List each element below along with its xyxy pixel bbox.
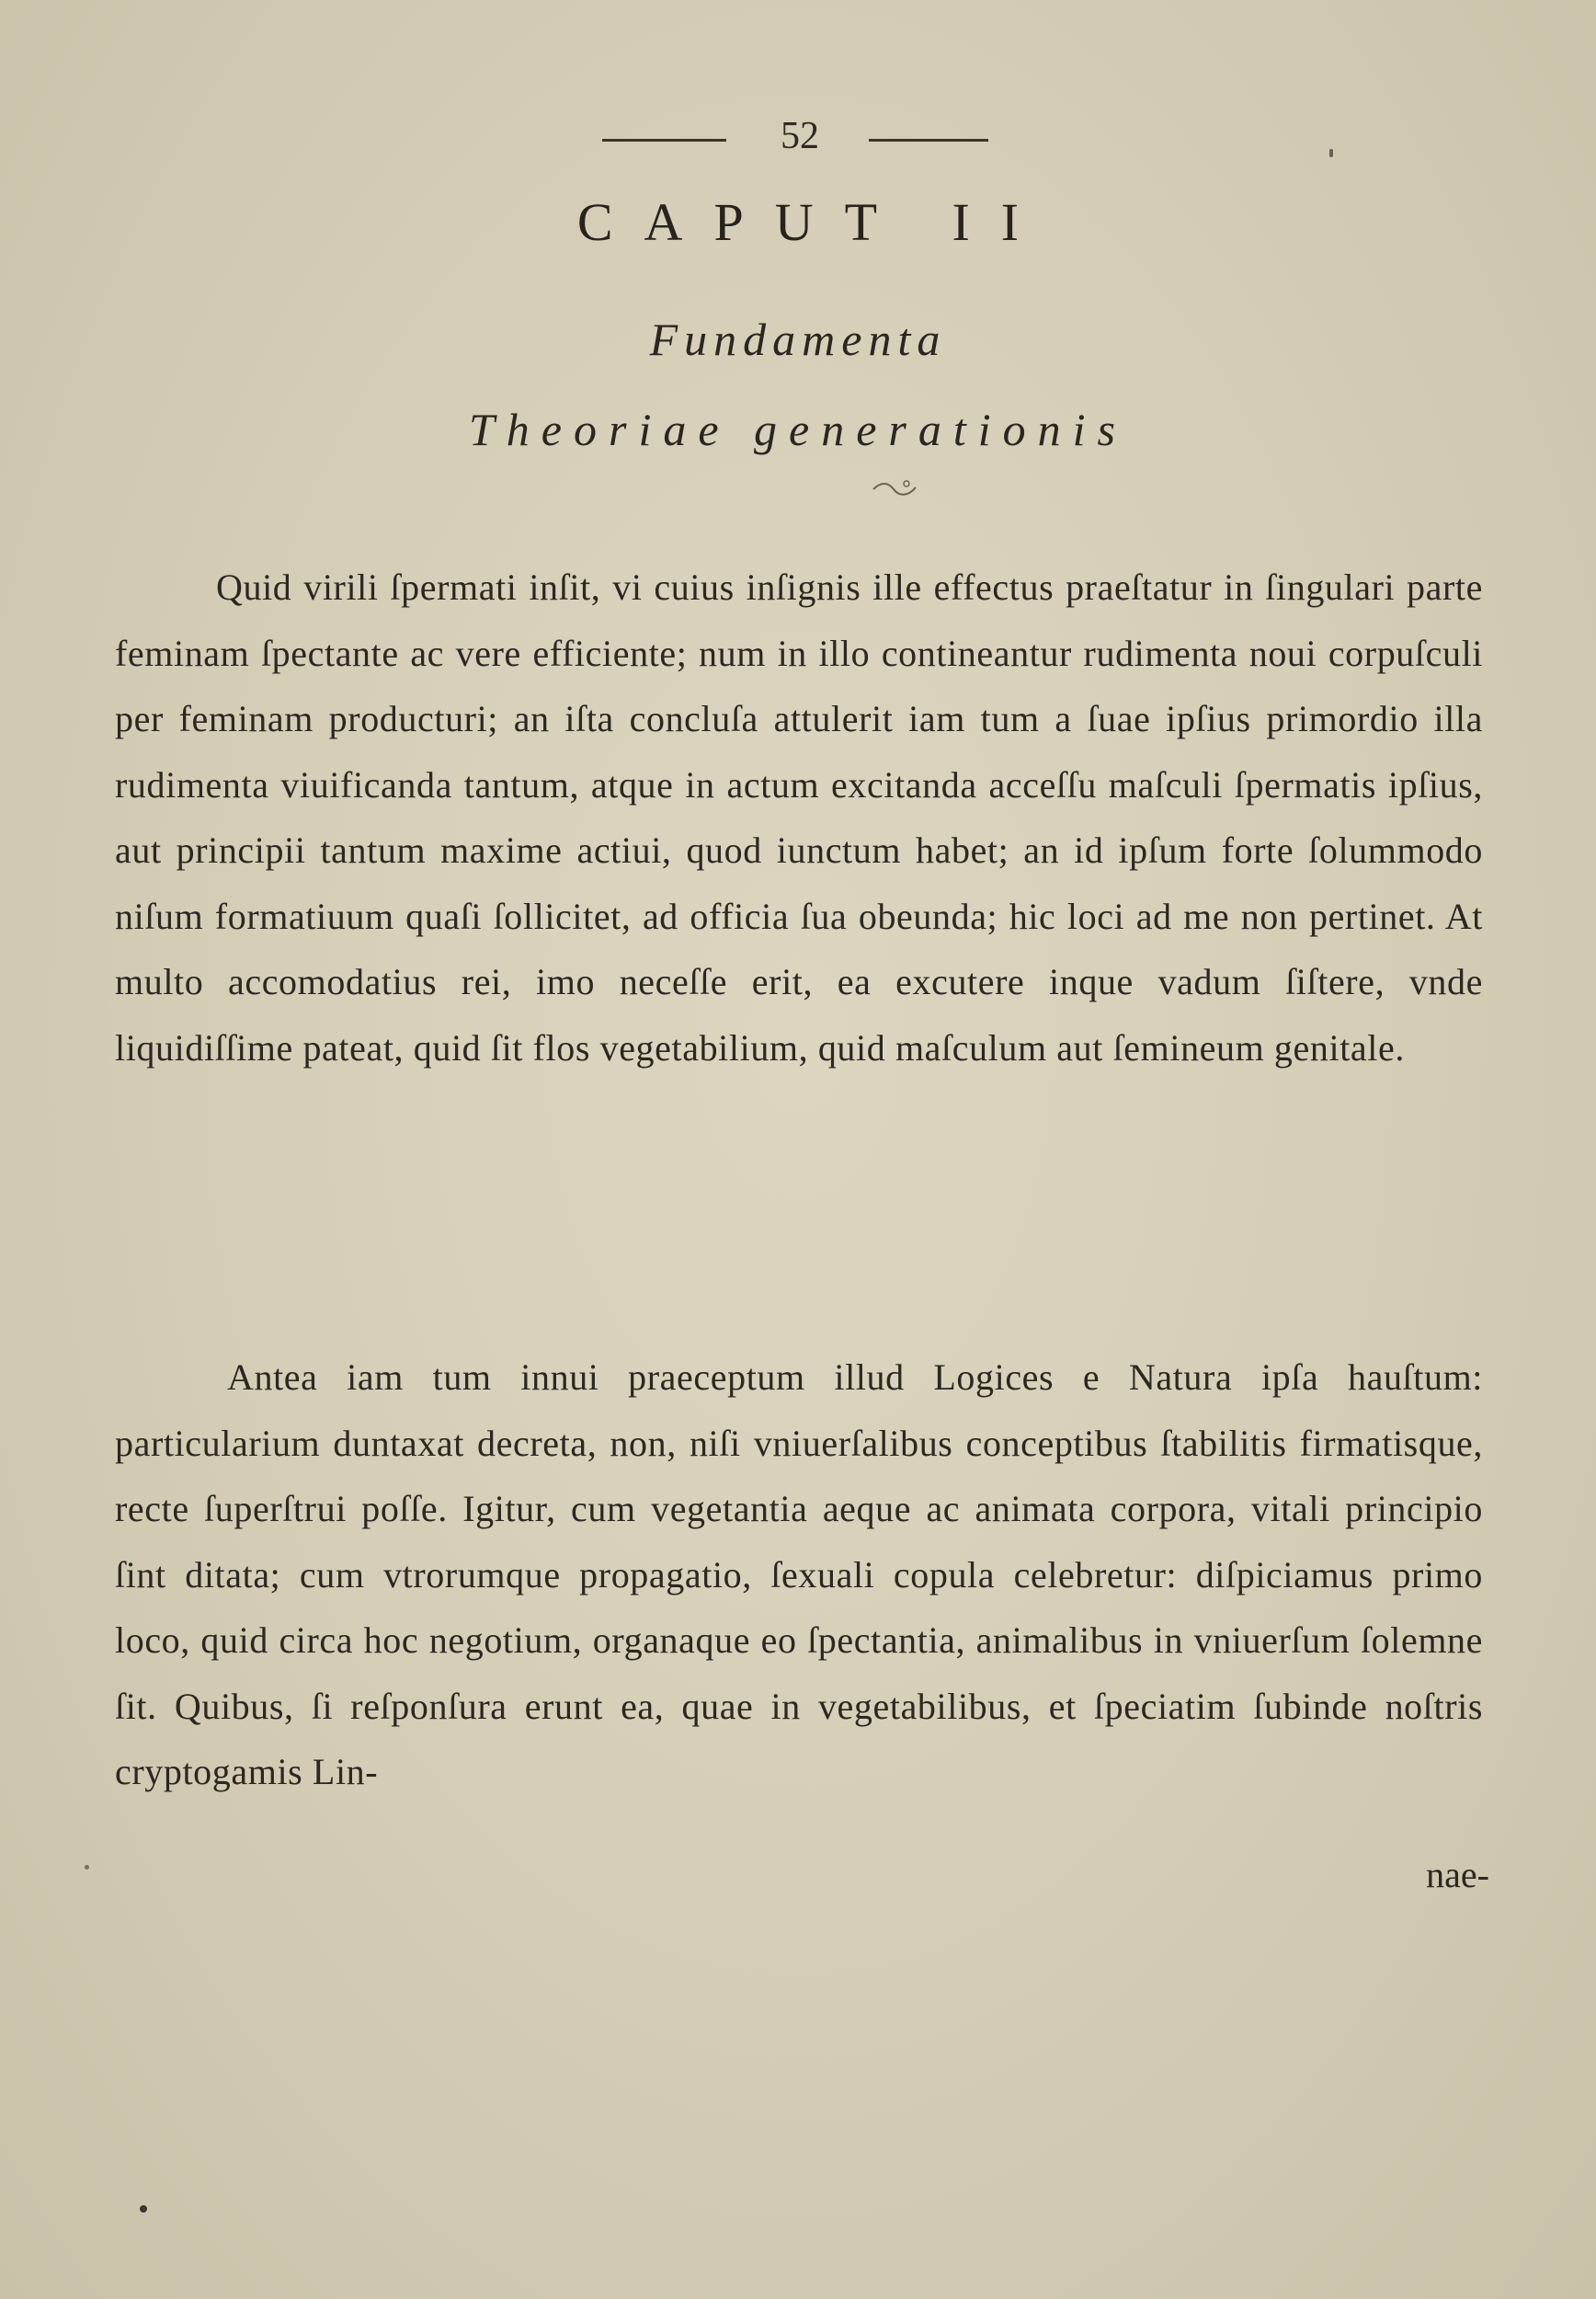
ink-speck: [140, 2205, 147, 2213]
chapter-subtitle-line-2: Theoriae generationis: [468, 404, 1128, 455]
ink-speck: [85, 1865, 89, 1870]
ornament-icon: [872, 478, 918, 498]
header-rule-left: [602, 139, 726, 142]
header-rule-right: [869, 139, 988, 142]
page-number: 52: [781, 115, 819, 157]
chapter-subtitle-line-1: Fundamenta: [649, 314, 947, 365]
body-paragraph-1: Quid virili ſpermati inſit, vi cuius inſignis ille effectus praeſtatur in ſingulari parte feminam ſpectante ac vere efficiente; num in illo contineantur rudimenta noui corpuſculi per feminam producturi; an iſta concluſa attulerit iam tum a ſuae ipſius primordio illa rudimenta viuificanda tantum, atque in actum excitanda acceſſu maſculi ſpermatis ipſius, aut principii tantum maxime actiui, quod iunctum habet; an id ipſum forte ſolummodo niſum formatiuum quaſi ſollicitet, ad officia ſua obeunda; hic loci ad me non pertinet. At multo accomodatius rei, imo neceſſe erit, ea excutere inque vadum ſiſtere, vnde liquidiſſime pateat, quid ſit flos vegetabilium, quid maſculum aut ſemineum genitale.: [115, 566, 1483, 1069]
body-paragraph-2: Antea iam tum innui praeceptum illud Logices e Natura ipſa hauſtum: particularium duntaxat decreta, non, niſi vniuerſalibus conceptibus ſtabilitis firmatisque, recte ſuperſtrui poſſe. Igitur, cum vegetantia aeque ac animata corpora, vitali principio ſint ditata; cum vtrorumque propagatio, ſexuali copula celebretur: diſpiciamus primo loco, quid circa hoc negotium, organaque eo ſpectantia, animalibus in vniuerſum ſolemne ſit. Quibus, ſi reſponſura erunt ea, quae in vegetabilibus, et ſpeciatim ſubinde noſtris cryptogamis Lin-: [115, 1356, 1483, 1792]
chapter-title: CAPUT II: [576, 192, 1051, 252]
page-header: [0, 109, 1596, 164]
ink-speck: [1329, 149, 1333, 157]
catchword: nae-: [1426, 1854, 1489, 1895]
